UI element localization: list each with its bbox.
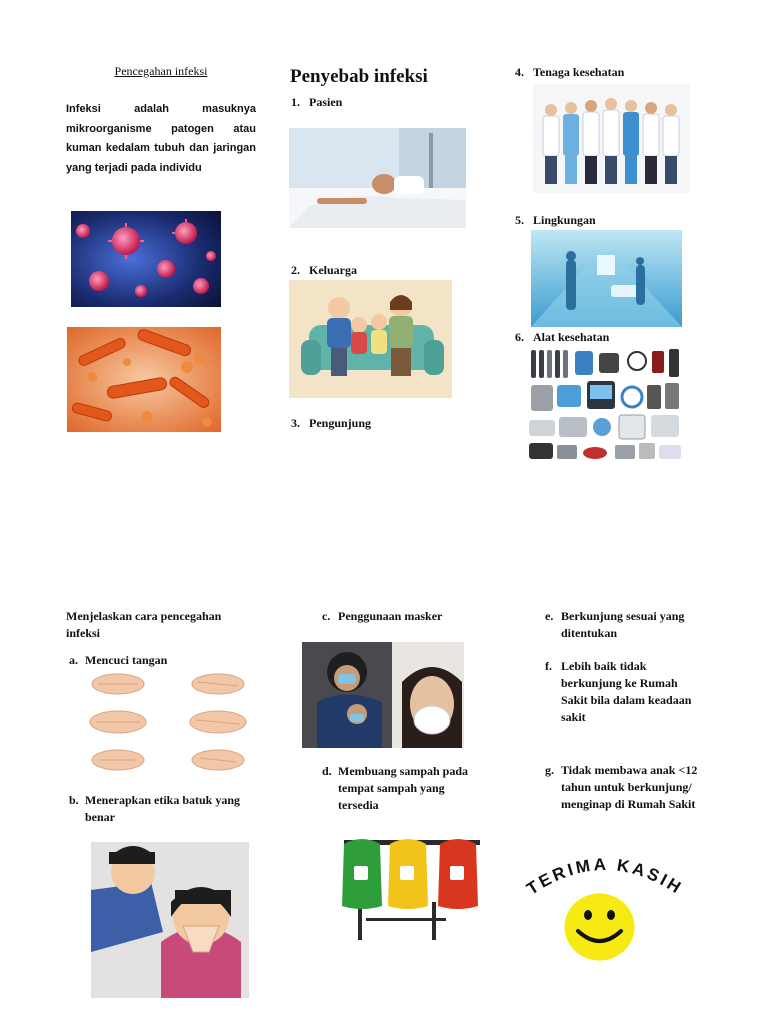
infection-definition: Infeksi adalah masuknya mikroorganisme patogen atau kuman kedalam tubuh dan jaringan yang terjadi pada individu: [66, 103, 256, 174]
cause-item-pengunjung: 3. Pengunjung: [291, 416, 372, 430]
handwashing-image: [88, 668, 250, 778]
prevention-item-e: e. Berkunjung sesuai yang ditentukan: [545, 609, 685, 640]
patient-image: [289, 128, 466, 228]
prevention-heading: Menjelaskan cara pencegahan infeksi: [66, 609, 222, 640]
prevention-item-c: c. Penggunaan masker: [322, 609, 443, 623]
bacteria-image: [67, 327, 221, 432]
panel1-title: Pencegahan infeksi: [114, 64, 208, 78]
prevention-item-a: a. Mencuci tangan: [69, 653, 168, 667]
prevention-item-g: g. Tidak membawa anak <12 tahun untuk berkunjung/ menginap di Rumah Sakit: [545, 763, 698, 811]
cause-item-keluarga: 2. Keluarga: [291, 263, 357, 277]
hospital-corridor-image: [531, 230, 682, 327]
prevention-item-f: f. Lebih baik tidak berkunjung ke Rumah Sakit bila dalam keadaan sakit: [545, 659, 692, 724]
cough-etiquette-image: [91, 842, 249, 998]
cause-item-lingkungan: 5. Lingkungan: [515, 213, 596, 227]
trash-bins-image: [336, 832, 486, 942]
prevention-item-d: d. Membuang sampah pada tempat sampah yang tersedia: [322, 764, 469, 812]
cause-item-pasien: 1. Pasien: [291, 95, 343, 109]
medical-equipment-image: [527, 345, 684, 465]
panel2-title: Penyebab infeksi: [290, 66, 428, 87]
svg-text:TERIMA KASIH: TERIMA KASIH: [523, 854, 687, 899]
smiley-face-icon: [564, 893, 635, 961]
mask-image: [302, 642, 464, 748]
cause-item-alat-kesehatan: 6. Alat kesehatan: [515, 330, 610, 344]
prevention-item-b: b. Menerapkan etika batuk yang benar: [69, 793, 241, 824]
family-image: [289, 280, 452, 398]
virus-image: [71, 211, 221, 307]
health-workers-image: [533, 84, 690, 193]
cause-item-tenaga-kesehatan: 4. Tenaga kesehatan: [515, 65, 625, 79]
